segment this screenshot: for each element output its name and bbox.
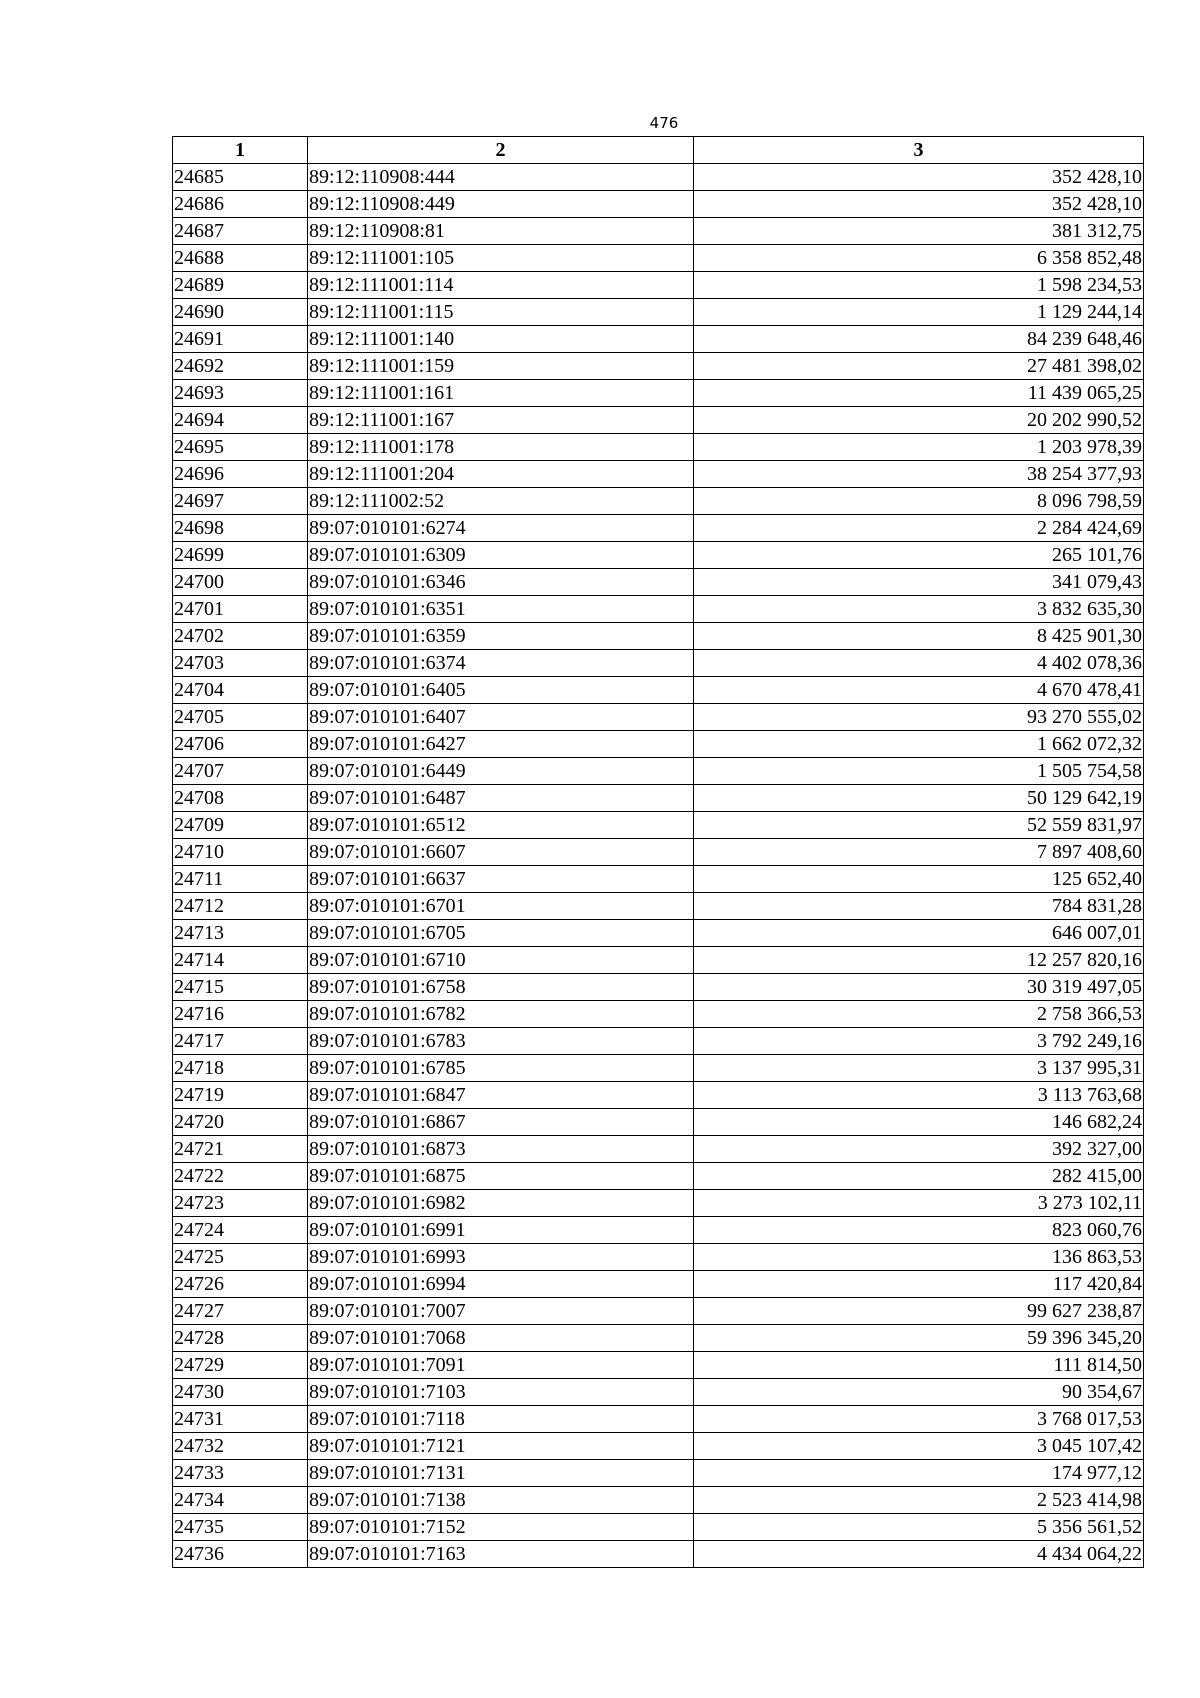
row-number-cell: 24697: [173, 488, 308, 515]
cadastral-number-cell: 89:12:111001:178: [308, 434, 694, 461]
table-row: [173, 191, 1144, 218]
column-header-1: 1: [173, 137, 308, 164]
row-number-cell: 24704: [173, 677, 308, 704]
table-row: [173, 704, 1144, 731]
table-row: [173, 731, 1144, 758]
cadastral-value-cell: 3 832 635,30: [694, 596, 1144, 623]
cadastral-number-cell: 89:07:010101:6847: [308, 1082, 694, 1109]
table-row: [173, 839, 1144, 866]
row-number-cell: 24692: [173, 353, 308, 380]
table-row: [173, 1433, 1144, 1460]
table-row: [173, 299, 1144, 326]
cadastral-value-cell: 20 202 990,52: [694, 407, 1144, 434]
table-row: [173, 893, 1144, 920]
cadastral-number-cell: 89:07:010101:7131: [308, 1460, 694, 1487]
cadastral-value-cell: 30 319 497,05: [694, 974, 1144, 1001]
cadastral-number-cell: 89:12:111002:52: [308, 488, 694, 515]
row-number-cell: 24713: [173, 920, 308, 947]
row-number-cell: 24698: [173, 515, 308, 542]
row-number-cell: 24691: [173, 326, 308, 353]
row-number-cell: 24732: [173, 1433, 308, 1460]
column-header-3: 3: [694, 137, 1144, 164]
table-row: [173, 407, 1144, 434]
cadastral-value-cell: 784 831,28: [694, 893, 1144, 920]
cadastral-number-cell: 89:07:010101:6359: [308, 623, 694, 650]
cadastral-number-cell: 89:07:010101:6346: [308, 569, 694, 596]
cadastral-number-cell: 89:07:010101:6710: [308, 947, 694, 974]
cadastral-number-cell: 89:07:010101:6407: [308, 704, 694, 731]
row-number-cell: 24728: [173, 1325, 308, 1352]
row-number-cell: 24696: [173, 461, 308, 488]
page-number: 476: [649, 114, 679, 132]
table-row: [173, 920, 1144, 947]
cadastral-number-cell: 89:07:010101:6607: [308, 839, 694, 866]
table-row: [173, 1541, 1144, 1568]
table-row: [173, 1271, 1144, 1298]
cadastral-number-cell: 89:12:111001:167: [308, 407, 694, 434]
cadastral-number-cell: 89:07:010101:6993: [308, 1244, 694, 1271]
cadastral-number-cell: 89:07:010101:7138: [308, 1487, 694, 1514]
row-number-cell: 24718: [173, 1055, 308, 1082]
table-row: [173, 164, 1144, 191]
row-number-cell: 24711: [173, 866, 308, 893]
cadastral-number-cell: 89:07:010101:7007: [308, 1298, 694, 1325]
row-number-cell: 24733: [173, 1460, 308, 1487]
table-row: [173, 1163, 1144, 1190]
cadastral-number-cell: 89:12:111001:161: [308, 380, 694, 407]
table-row: [173, 974, 1144, 1001]
cadastral-number-cell: 89:07:010101:6782: [308, 1001, 694, 1028]
cadastral-number-cell: 89:12:111001:204: [308, 461, 694, 488]
row-number-cell: 24723: [173, 1190, 308, 1217]
row-number-cell: 24716: [173, 1001, 308, 1028]
row-number-cell: 24730: [173, 1379, 308, 1406]
cadastral-value-cell: 2 523 414,98: [694, 1487, 1144, 1514]
table-row: [173, 677, 1144, 704]
row-number-cell: 24720: [173, 1109, 308, 1136]
cadastral-value-cell: 1 129 244,14: [694, 299, 1144, 326]
table-row: [173, 1055, 1144, 1082]
table-row: [173, 947, 1144, 974]
cadastral-number-cell: 89:12:111001:115: [308, 299, 694, 326]
cadastral-value-cell: 5 356 561,52: [694, 1514, 1144, 1541]
cadastral-value-cell: 646 007,01: [694, 920, 1144, 947]
table-row: [173, 866, 1144, 893]
table-row: [173, 1514, 1144, 1541]
row-number-cell: 24725: [173, 1244, 308, 1271]
cadastral-value-cell: 50 129 642,19: [694, 785, 1144, 812]
cadastral-value-cell: 8 096 798,59: [694, 488, 1144, 515]
cadastral-value-cell: 1 505 754,58: [694, 758, 1144, 785]
cadastral-number-cell: 89:07:010101:6309: [308, 542, 694, 569]
cadastral-value-cell: 146 682,24: [694, 1109, 1144, 1136]
cadastral-number-cell: 89:07:010101:7121: [308, 1433, 694, 1460]
cadastral-number-cell: 89:12:110908:81: [308, 218, 694, 245]
cadastral-number-cell: 89:07:010101:6758: [308, 974, 694, 1001]
cadastral-value-cell: 59 396 345,20: [694, 1325, 1144, 1352]
row-number-cell: 24688: [173, 245, 308, 272]
cadastral-value-cell: 8 425 901,30: [694, 623, 1144, 650]
cadastral-value-cell: 2 284 424,69: [694, 515, 1144, 542]
cadastral-value-cell: 27 481 398,02: [694, 353, 1144, 380]
table-row: [173, 1460, 1144, 1487]
cadastral-value-cell: 341 079,43: [694, 569, 1144, 596]
table-row: [173, 1082, 1144, 1109]
cadastral-number-cell: 89:07:010101:6637: [308, 866, 694, 893]
row-number-cell: 24722: [173, 1163, 308, 1190]
cadastral-number-cell: 89:07:010101:6783: [308, 1028, 694, 1055]
row-number-cell: 24710: [173, 839, 308, 866]
row-number-cell: 24719: [173, 1082, 308, 1109]
row-number-cell: 24687: [173, 218, 308, 245]
row-number-cell: 24714: [173, 947, 308, 974]
row-number-cell: 24701: [173, 596, 308, 623]
cadastral-value-cell: 84 239 648,46: [694, 326, 1144, 353]
row-number-cell: 24706: [173, 731, 308, 758]
table-row: [173, 1001, 1144, 1028]
cadastral-value-cell: 1 203 978,39: [694, 434, 1144, 461]
cadastral-value-cell: 352 428,10: [694, 191, 1144, 218]
row-number-cell: 24734: [173, 1487, 308, 1514]
cadastral-value-cell: 174 977,12: [694, 1460, 1144, 1487]
cadastral-value-cell: 3 137 995,31: [694, 1055, 1144, 1082]
row-number-cell: 24724: [173, 1217, 308, 1244]
cadastral-value-cell: 3 273 102,11: [694, 1190, 1144, 1217]
row-number-cell: 24731: [173, 1406, 308, 1433]
row-number-cell: 24708: [173, 785, 308, 812]
cadastral-value-cell: 1 598 234,53: [694, 272, 1144, 299]
cadastral-number-cell: 89:07:010101:6427: [308, 731, 694, 758]
cadastral-value-cell: 93 270 555,02: [694, 704, 1144, 731]
cadastral-value-cell: 11 439 065,25: [694, 380, 1144, 407]
cadastral-value-cell: 99 627 238,87: [694, 1298, 1144, 1325]
table-row: [173, 785, 1144, 812]
cadastral-number-cell: 89:07:010101:6374: [308, 650, 694, 677]
table-row: [173, 1136, 1144, 1163]
column-header-2: 2: [308, 137, 694, 164]
cadastral-number-cell: 89:07:010101:6873: [308, 1136, 694, 1163]
cadastral-number-cell: 89:07:010101:6875: [308, 1163, 694, 1190]
row-number-cell: 24707: [173, 758, 308, 785]
cadastral-number-cell: 89:07:010101:6785: [308, 1055, 694, 1082]
cadastral-value-cell: 392 327,00: [694, 1136, 1144, 1163]
table-row: [173, 1217, 1144, 1244]
cadastral-number-cell: 89:12:110908:449: [308, 191, 694, 218]
table-row: [173, 326, 1144, 353]
row-number-cell: 24727: [173, 1298, 308, 1325]
cadastral-value-cell: 823 060,76: [694, 1217, 1144, 1244]
table-row: [173, 1190, 1144, 1217]
table-row: [173, 569, 1144, 596]
cadastral-number-cell: 89:07:010101:7152: [308, 1514, 694, 1541]
row-number-cell: 24689: [173, 272, 308, 299]
cadastral-number-cell: 89:07:010101:6487: [308, 785, 694, 812]
cadastral-value-cell: 90 354,67: [694, 1379, 1144, 1406]
table-row: [173, 1487, 1144, 1514]
table-row: [173, 461, 1144, 488]
cadastral-number-cell: 89:07:010101:6274: [308, 515, 694, 542]
table-row: [173, 1325, 1144, 1352]
cadastral-value-table: [172, 136, 1144, 1568]
cadastral-number-cell: 89:07:010101:6991: [308, 1217, 694, 1244]
row-number-cell: 24695: [173, 434, 308, 461]
table-row: [173, 380, 1144, 407]
cadastral-number-cell: 89:07:010101:6351: [308, 596, 694, 623]
table-row: [173, 218, 1144, 245]
table-row: [173, 1406, 1144, 1433]
row-number-cell: 24717: [173, 1028, 308, 1055]
table-header-row: [173, 137, 1144, 164]
table-row: [173, 650, 1144, 677]
cadastral-number-cell: 89:07:010101:6405: [308, 677, 694, 704]
cadastral-number-cell: 89:07:010101:6867: [308, 1109, 694, 1136]
row-number-cell: 24729: [173, 1352, 308, 1379]
table-row: [173, 1352, 1144, 1379]
table-row: [173, 353, 1144, 380]
cadastral-value-cell: 352 428,10: [694, 164, 1144, 191]
row-number-cell: 24721: [173, 1136, 308, 1163]
cadastral-value-cell: 3 113 763,68: [694, 1082, 1144, 1109]
table-row: [173, 623, 1144, 650]
row-number-cell: 24702: [173, 623, 308, 650]
cadastral-number-cell: 89:07:010101:6705: [308, 920, 694, 947]
cadastral-value-cell: 4 670 478,41: [694, 677, 1144, 704]
cadastral-number-cell: 89:12:111001:105: [308, 245, 694, 272]
row-number-cell: 24686: [173, 191, 308, 218]
row-number-cell: 24712: [173, 893, 308, 920]
row-number-cell: 24694: [173, 407, 308, 434]
cadastral-number-cell: 89:07:010101:6982: [308, 1190, 694, 1217]
table-body: [173, 164, 1144, 1568]
cadastral-number-cell: 89:07:010101:6512: [308, 812, 694, 839]
cadastral-value-cell: 52 559 831,97: [694, 812, 1144, 839]
cadastral-value-cell: 111 814,50: [694, 1352, 1144, 1379]
cadastral-value-cell: 3 792 249,16: [694, 1028, 1144, 1055]
row-number-cell: 24709: [173, 812, 308, 839]
cadastral-number-cell: 89:12:111001:159: [308, 353, 694, 380]
table-row: [173, 1298, 1144, 1325]
cadastral-number-cell: 89:07:010101:6994: [308, 1271, 694, 1298]
row-number-cell: 24736: [173, 1541, 308, 1568]
row-number-cell: 24705: [173, 704, 308, 731]
cadastral-value-cell: 265 101,76: [694, 542, 1144, 569]
cadastral-value-cell: 117 420,84: [694, 1271, 1144, 1298]
cadastral-number-cell: 89:07:010101:7068: [308, 1325, 694, 1352]
cadastral-value-cell: 136 863,53: [694, 1244, 1144, 1271]
table-row: [173, 1244, 1144, 1271]
cadastral-number-cell: 89:07:010101:7091: [308, 1352, 694, 1379]
row-number-cell: 24715: [173, 974, 308, 1001]
table-row: [173, 542, 1144, 569]
row-number-cell: 24735: [173, 1514, 308, 1541]
cadastral-number-cell: 89:07:010101:6701: [308, 893, 694, 920]
cadastral-value-cell: 125 652,40: [694, 866, 1144, 893]
table-row: [173, 434, 1144, 461]
table-row: [173, 812, 1144, 839]
cadastral-value-cell: 1 662 072,32: [694, 731, 1144, 758]
table-row: [173, 1109, 1144, 1136]
table-row: [173, 245, 1144, 272]
row-number-cell: 24700: [173, 569, 308, 596]
cadastral-number-cell: 89:07:010101:7103: [308, 1379, 694, 1406]
row-number-cell: 24699: [173, 542, 308, 569]
row-number-cell: 24693: [173, 380, 308, 407]
cadastral-number-cell: 89:12:111001:114: [308, 272, 694, 299]
cadastral-value-cell: 6 358 852,48: [694, 245, 1144, 272]
cadastral-number-cell: 89:07:010101:7163: [308, 1541, 694, 1568]
cadastral-value-cell: 282 415,00: [694, 1163, 1144, 1190]
cadastral-value-cell: 2 758 366,53: [694, 1001, 1144, 1028]
row-number-cell: 24726: [173, 1271, 308, 1298]
cadastral-value-cell: 381 312,75: [694, 218, 1144, 245]
cadastral-value-cell: 38 254 377,93: [694, 461, 1144, 488]
cadastral-value-cell: 4 434 064,22: [694, 1541, 1144, 1568]
row-number-cell: 24685: [173, 164, 308, 191]
row-number-cell: 24690: [173, 299, 308, 326]
cadastral-value-cell: 4 402 078,36: [694, 650, 1144, 677]
table-row: [173, 1379, 1144, 1406]
cadastral-value-cell: 12 257 820,16: [694, 947, 1144, 974]
table-row: [173, 758, 1144, 785]
table-row: [173, 596, 1144, 623]
cadastral-number-cell: 89:12:110908:444: [308, 164, 694, 191]
cadastral-number-cell: 89:07:010101:6449: [308, 758, 694, 785]
table-row: [173, 272, 1144, 299]
table-row: [173, 515, 1144, 542]
cadastral-value-cell: 3 045 107,42: [694, 1433, 1144, 1460]
cadastral-number-cell: 89:07:010101:7118: [308, 1406, 694, 1433]
cadastral-value-cell: 3 768 017,53: [694, 1406, 1144, 1433]
table-row: [173, 1028, 1144, 1055]
table-row: [173, 488, 1144, 515]
row-number-cell: 24703: [173, 650, 308, 677]
cadastral-number-cell: 89:12:111001:140: [308, 326, 694, 353]
cadastral-value-cell: 7 897 408,60: [694, 839, 1144, 866]
